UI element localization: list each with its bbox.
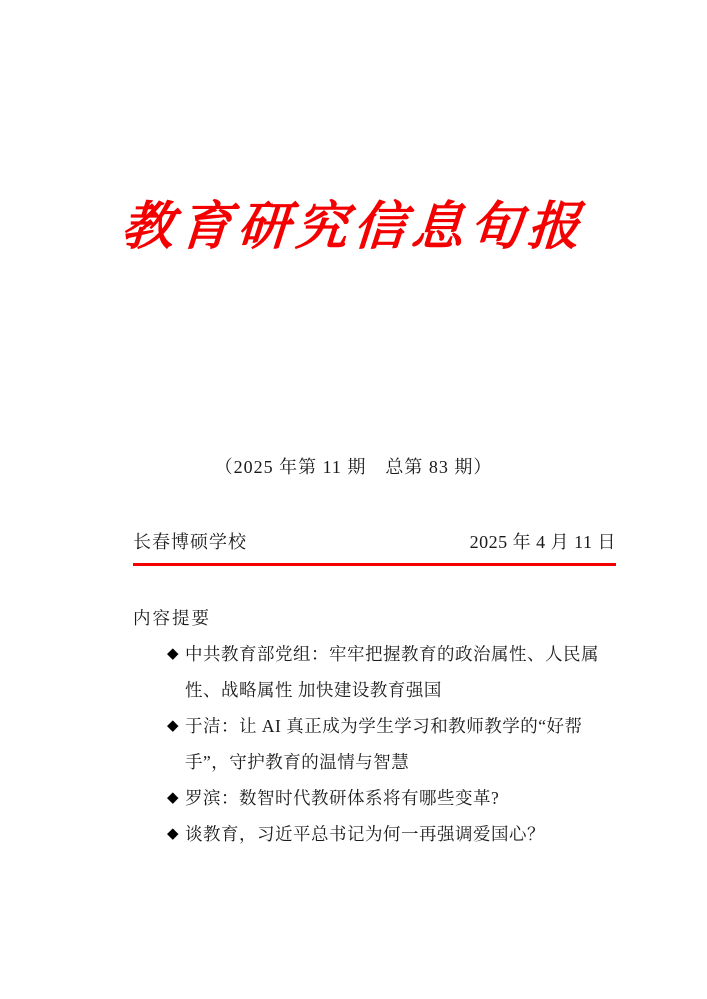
summary-item bbox=[133, 816, 620, 852]
diamond-bullet-icon: ◆ bbox=[167, 646, 179, 662]
summary-item-text: 于洁：让 AI 真正成为学生学习和教师教学的“好帮手”，守护教育的温情与智慧 bbox=[185, 716, 583, 772]
diamond-bullet-icon: ◆ bbox=[167, 718, 179, 734]
summary-item bbox=[133, 708, 620, 780]
summary-item-text: 中共教育部党组：牢牢把握教育的政治属性、人民属性、战略属性 加快建设教育强国 bbox=[185, 644, 599, 700]
summary-item bbox=[133, 636, 620, 708]
diamond-bullet-icon: ◆ bbox=[167, 826, 179, 842]
summary-section bbox=[133, 600, 620, 852]
masthead-row bbox=[133, 528, 616, 566]
summary-item-text: 罗滨：数智时代教研体系将有哪些变革? bbox=[185, 788, 500, 808]
summary-item-text: 谈教育，习近平总书记为何一再强调爱国心？ bbox=[185, 824, 545, 844]
summary-item bbox=[133, 780, 620, 816]
publication-date: 2025 年 4 月 11 日 bbox=[469, 532, 616, 552]
summary-heading: 内容提要 bbox=[133, 608, 211, 628]
issue-line: （2025 年第 11 期 总第 83 期） bbox=[214, 457, 493, 477]
publisher-name: 长春博硕学校 bbox=[133, 532, 247, 552]
diamond-bullet-icon: ◆ bbox=[167, 790, 179, 806]
page-title: 教育研究信息旬报 bbox=[119, 199, 588, 256]
